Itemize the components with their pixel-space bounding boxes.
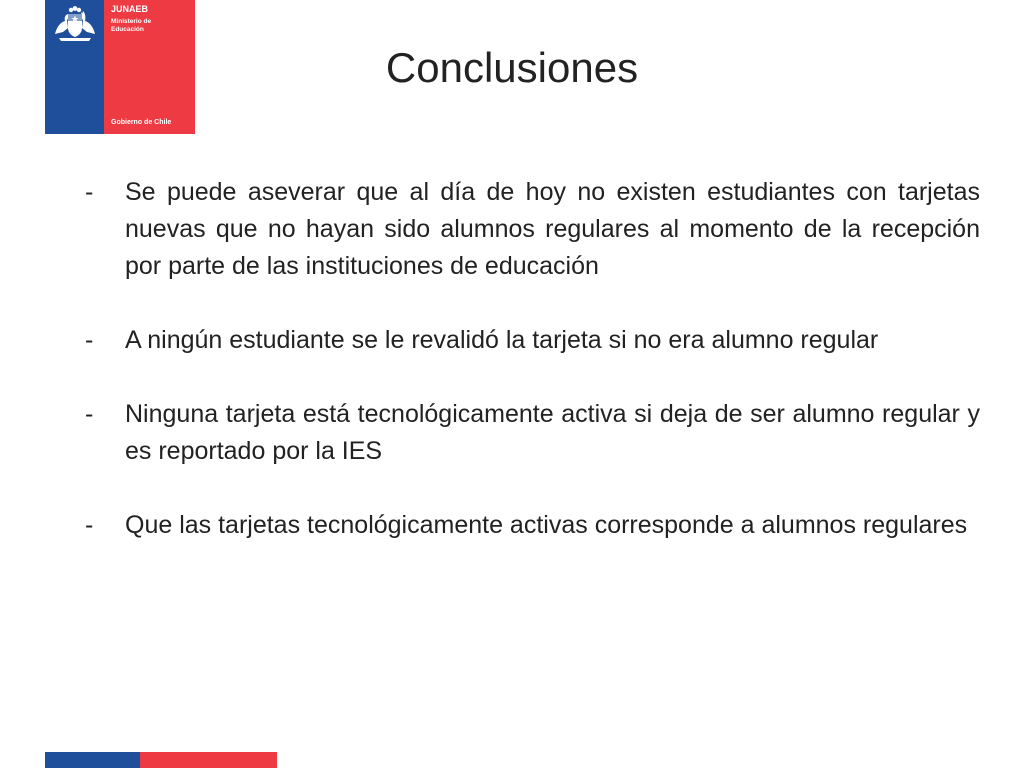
list-item [85,507,980,544]
conclusions-list [85,174,980,544]
logo-org-name: JUNAEB [111,4,149,14]
slide-title: Conclusiones [385,44,639,91]
bullet-text: Que las tarjetas tecnológicamente activas corresponde a alumnos regulares [125,511,968,539]
list-item [85,174,980,285]
bullet-text: Ninguna tarjeta está tecnológicamente activa si deja de ser alumno regular y es reportado por la IES [125,400,980,465]
bullet-marker: - [85,400,94,428]
list-item [85,322,980,359]
bullet-marker: - [85,326,94,354]
list-item [85,396,980,470]
bullet-text: A ningún estudiante se le revalidó la tarjeta si no era alumno regular [125,326,879,354]
bullet-marker: - [85,178,94,206]
footer-red-segment [140,752,277,768]
footer-blue-segment [45,752,140,768]
chile-coat-of-arms-icon [51,4,99,44]
bullet-marker: - [85,511,94,539]
bullet-text: Se puede aseverar que al día de hoy no existen estudiantes con tarjetas nuevas que no hayan sido alumnos regulares al momento de la recepción por parte de las instituciones de educación [125,178,980,280]
logo-ministry-name: Ministerio de Educación [111,18,152,33]
footer-color-bar [45,752,277,768]
logo-government-name: Gobierno de Chile [111,119,172,126]
